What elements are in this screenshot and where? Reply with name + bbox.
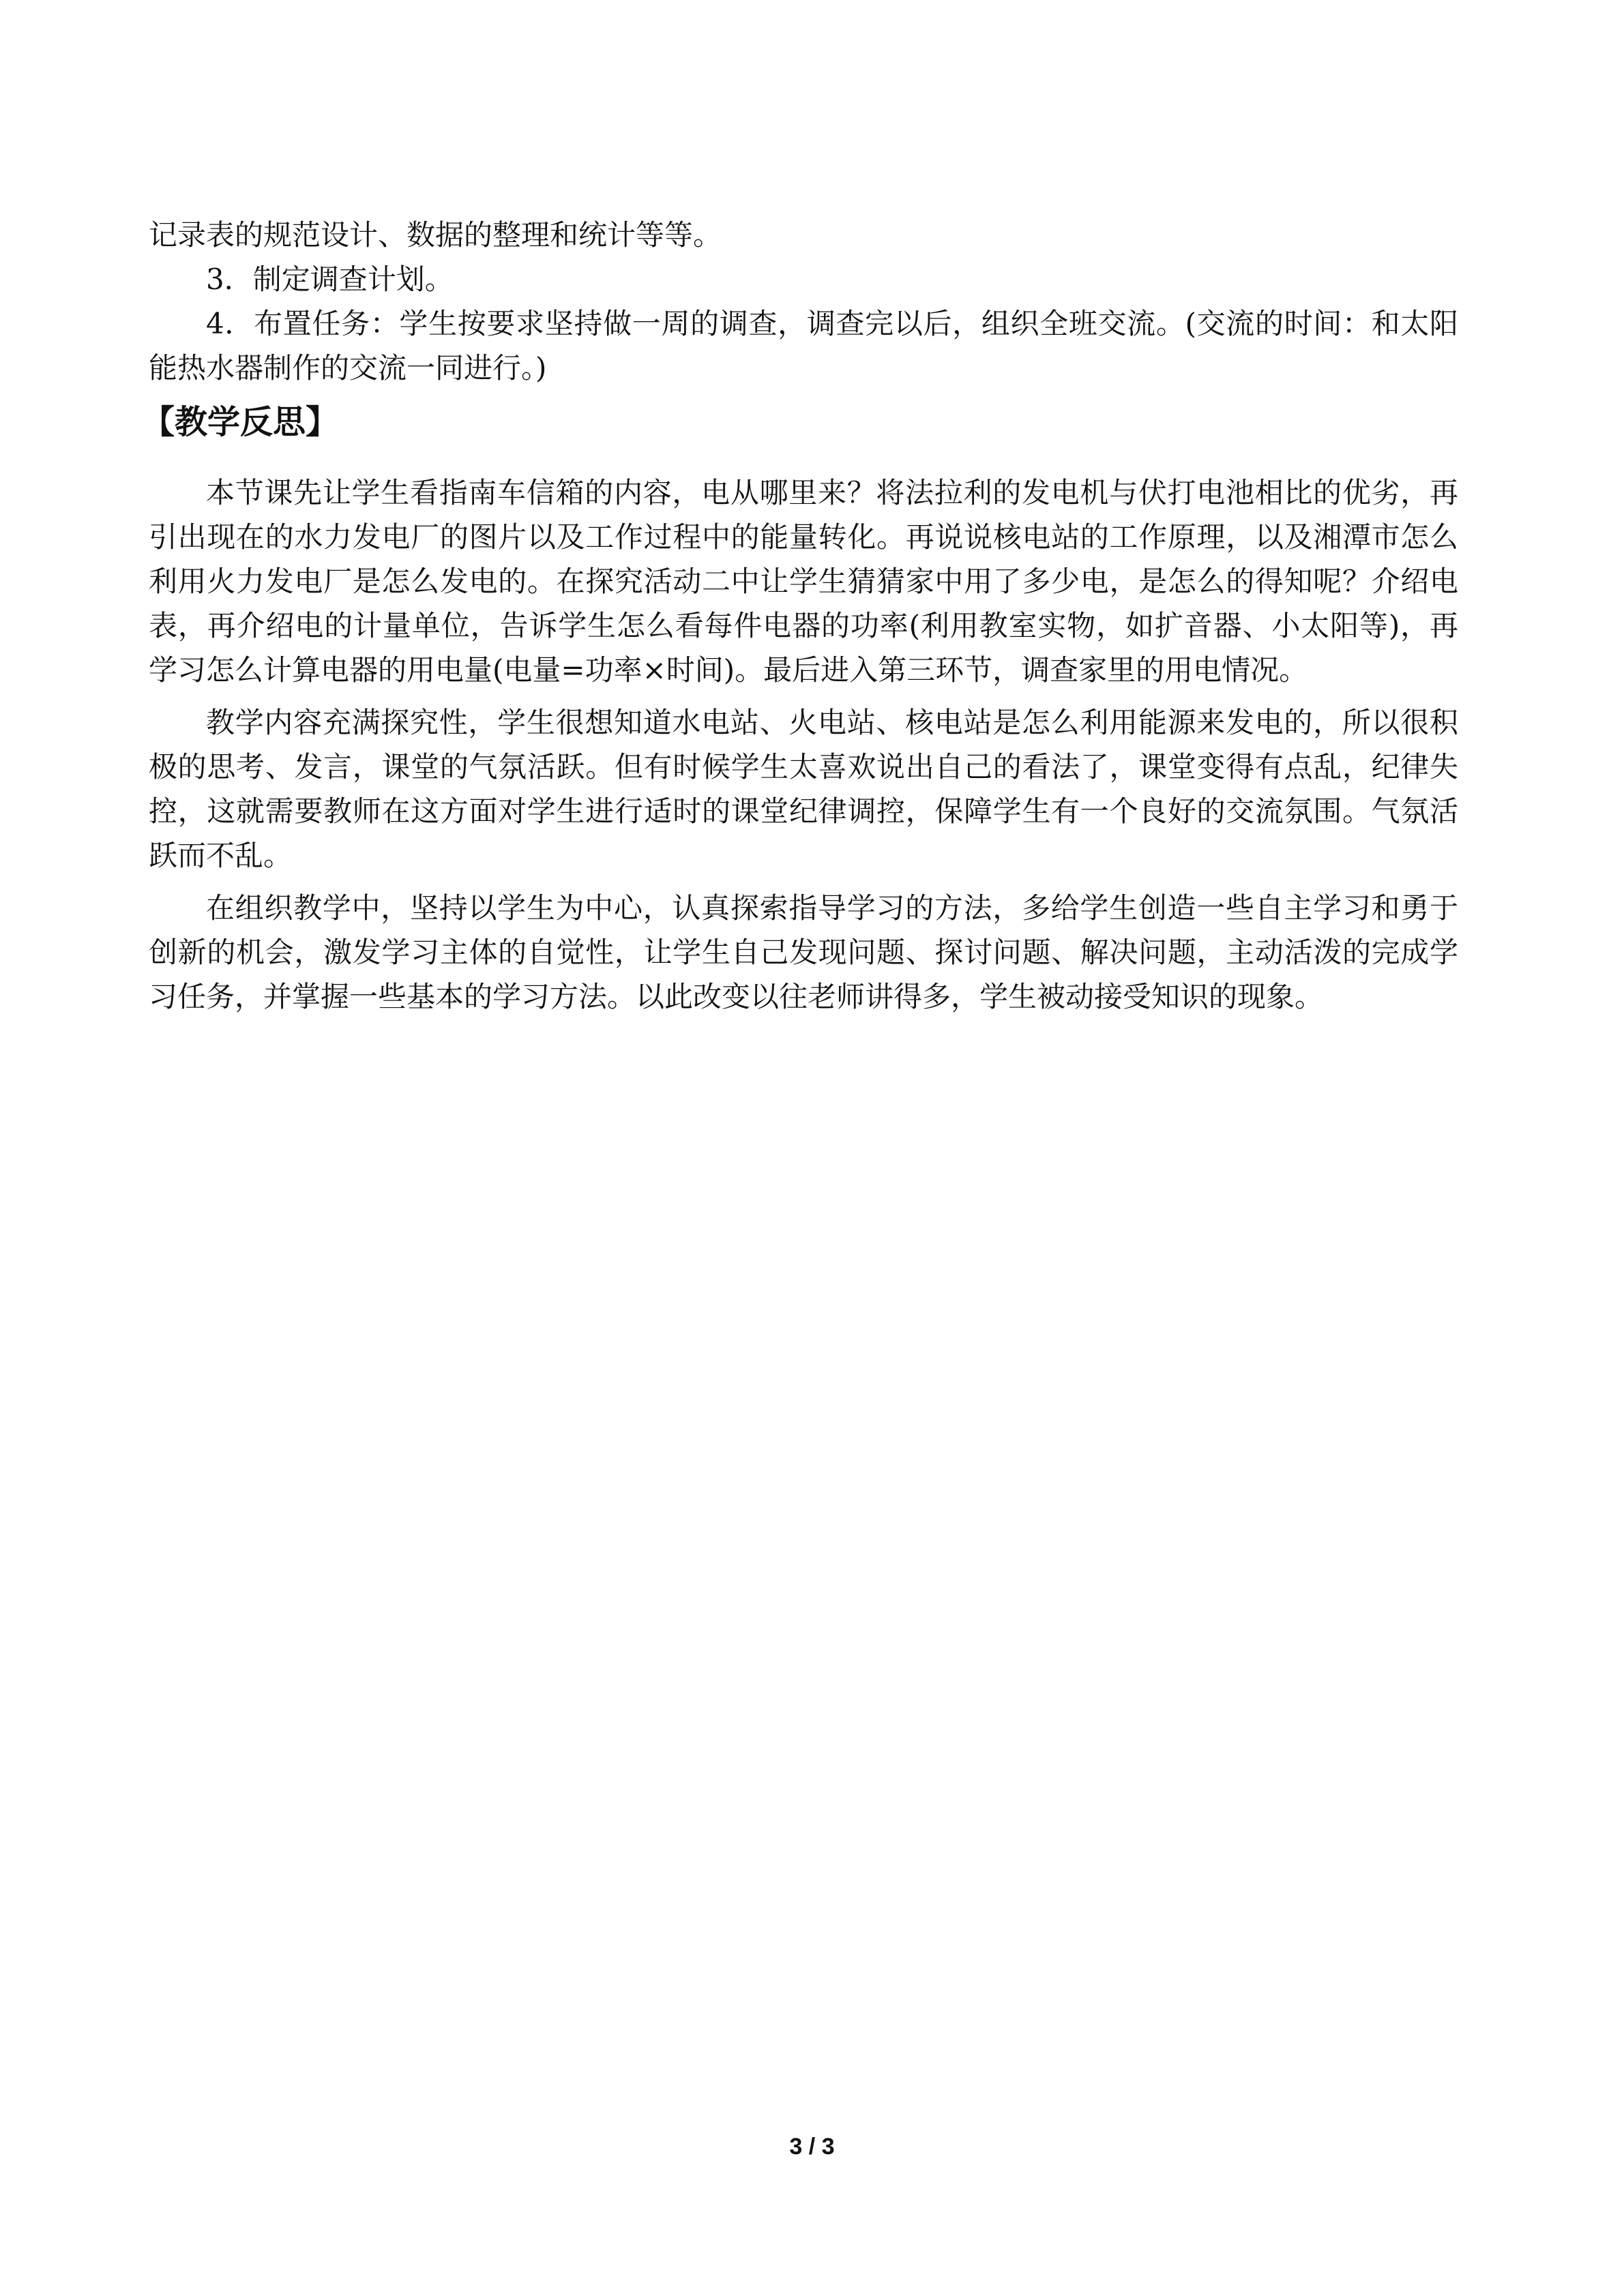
paragraph-continuation: 记录表的规范设计、数据的整理和统计等等。 [149,218,722,252]
section-heading: 【教学反思】 [142,403,339,441]
reflection-paragraph-1: 本节课先让学生看指南车信箱的内容，电从哪里来？将法拉利的发电机与伏打电池相比的优劣，再引出现在的水力发电厂的图片以及工作过程中的能量转化。再说说核电站的工作原理，以及湘潭市怎么利用火力发电厂是怎么发电的。在探究活动二中让学生猜猜家中用了多少电，是怎么的得知呢？介绍电表，再介绍电的计量单位，告诉学生怎么看每件电器的功率(利用教室实物，如扩音器、小太阳等)，再学习怎么计算电器的用电量(电量=功率×时间)。最后进入第三环节，调查家里的用电情况。 [149,476,1458,687]
reflection-paragraph-3: 在组织教学中，坚持以学生为中心，认真探索指导学习的方法，多给学生创造一些自主学习和勇于创新的机会，激发学习主体的自觉性，让学生自己发现问题、探讨问题、解决问题，主动活泼的完成学习任务，并掌握一些基本的学习方法。以此改变以往老师讲得多，学生被动接受知识的现象。 [149,891,1458,1013]
page-content [142,213,1458,1019]
paragraph-step-4: 4．布置任务：学生按要求坚持做一周的调查，调查完以后，组织全班交流。(交流的时间：和太阳能热水器制作的交流一同进行。) [149,307,1458,385]
reflection-paragraph-2: 教学内容充满探究性，学生很想知道水电站、火电站、核电站是怎么利用能源来发电的，所以很积极的思考、发言，课堂的气氛活跃。但有时候学生太喜欢说出自己的看法了，课堂变得有点乱，纪律失控，这就需要教师在这方面对学生进行适时的课堂纪律调控，保障学生有一个良好的交流氛围。气氛活跃而不乱。 [149,706,1458,872]
page-number: 3 / 3 [789,2134,835,2160]
paragraph-step-3: 3．制定调查计划。 [206,263,454,296]
